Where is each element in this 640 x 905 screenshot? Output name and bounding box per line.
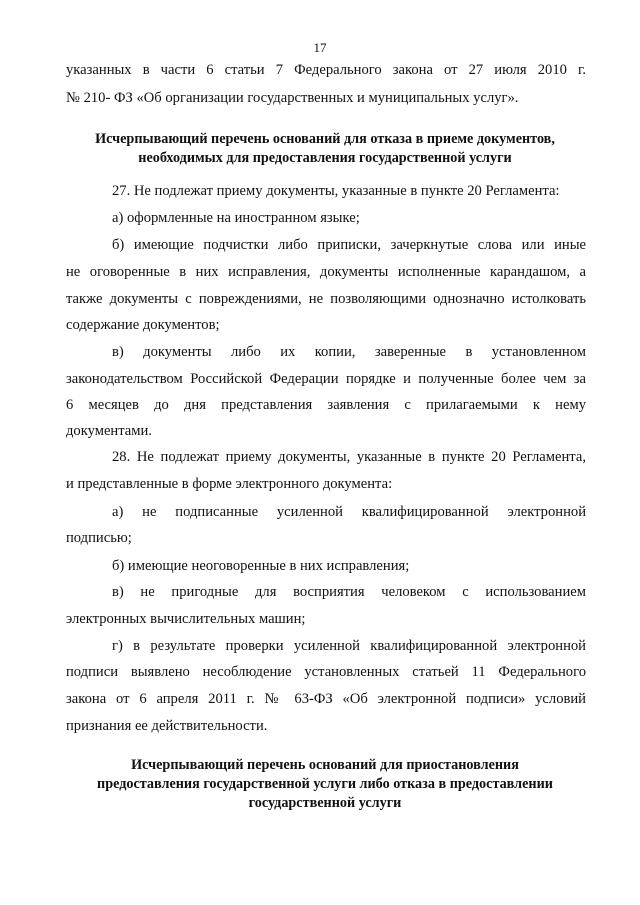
paragraph-28-line: 28. Не подлежат приему документы, указанные в пункте 20 Регламента,	[112, 449, 586, 465]
heading-line: Исчерпывающий перечень оснований для приостановления	[131, 757, 519, 773]
heading-line: необходимых для предоставления государственной услуги	[138, 150, 512, 166]
item-28-b: б) имеющие неоговоренные в них исправления;	[112, 558, 410, 574]
item-28-d-line: г) в результате проверки усиленной квалифицированной электронной	[112, 638, 586, 654]
item-27-b-line: не оговоренные в них исправления, документы исполненные карандашом, а	[66, 264, 586, 280]
heading-line: государственной услуги	[248, 795, 402, 811]
item-27-c-line: законодательством Российской Федерации порядке и полученные более чем за	[66, 371, 586, 387]
intro-line-1: указанных в части 6 статьи 7 Федерального закона от 27 июля 2010 г.	[66, 62, 586, 78]
item-28-d-line: закона от 6 апреля 2011 г. № 63-ФЗ «Об электронной подписи» условий	[66, 691, 586, 707]
heading-line: предоставления государственной услуги либо отказа в предоставлении	[97, 776, 553, 792]
item-27-c-line: в) документы либо их копии, заверенные в установленном	[112, 344, 586, 360]
intro-line-2: № 210- ФЗ «Об организации государственных и муниципальных услуг».	[66, 90, 519, 106]
item-27-c-line: 6 месяцев до дня представления заявления с прилагаемыми к нему	[66, 397, 586, 413]
page-number: 17	[313, 40, 327, 55]
item-28-a-line: подписью;	[66, 530, 132, 546]
paragraph-27-main: 27. Не подлежат приему документы, указанные в пункте 20 Регламента:	[112, 183, 560, 199]
paragraph-28-line: и представленные в форме электронного документа:	[66, 476, 393, 492]
item-28-c-line: в) не пригодные для восприятия человеком с использованием	[112, 584, 586, 600]
item-28-a-line: а) не подписанные усиленной квалифицированной электронной	[112, 504, 586, 520]
heading-line: Исчерпывающий перечень оснований для отказа в приеме документов,	[95, 131, 555, 147]
item-27-b-line: также документы с повреждениями, не позволяющими однозначно истолковать	[66, 291, 586, 307]
item-28-d-line: признания ее действительности.	[66, 718, 268, 734]
item-27-b-line: б) имеющие подчистки либо приписки, зачеркнутые слова или иные	[112, 237, 586, 253]
item-27-c-line: документами.	[66, 423, 152, 439]
item-28-d-line: подписи выявлено несоблюдение установленных статьей 11 Федерального	[66, 664, 586, 680]
item-27-a: а) оформленные на иностранном языке;	[112, 210, 360, 226]
item-27-b-line: содержание документов;	[66, 317, 220, 333]
item-28-c-line: электронных вычислительных машин;	[66, 611, 306, 627]
